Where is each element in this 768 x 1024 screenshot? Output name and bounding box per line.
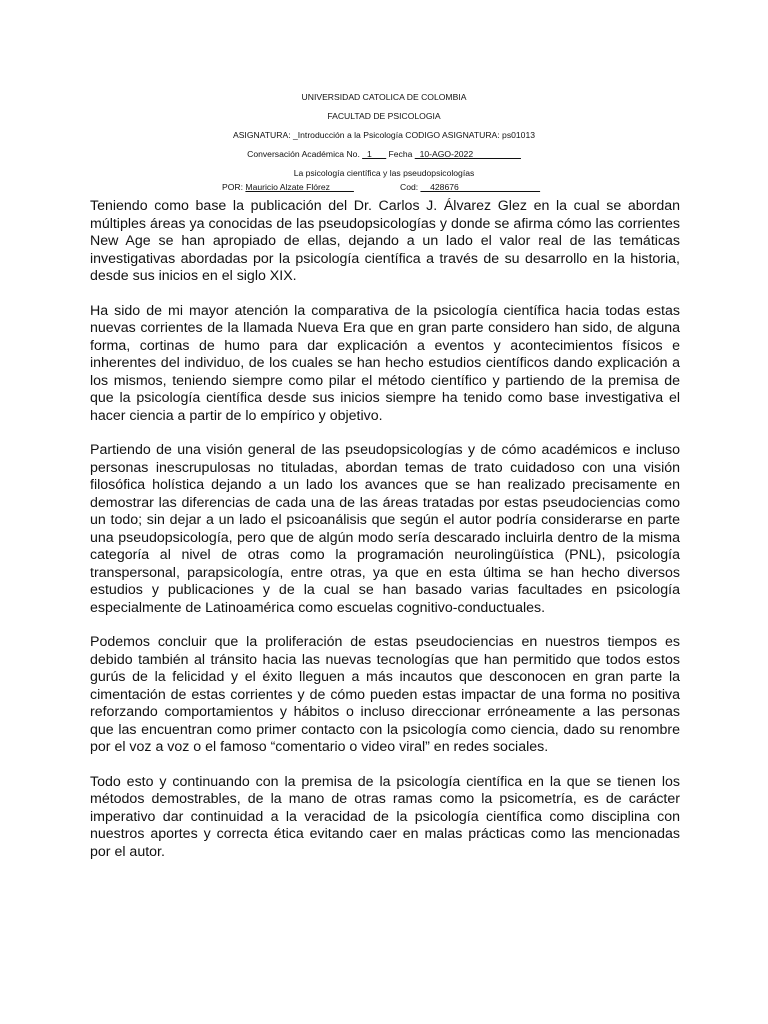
author-label: POR: <box>222 182 246 192</box>
paragraph: Ha sido de mi mayor atención la comparativa de la psicología científica hacia todas estas nuevas corrientes de la llamada Nueva Era que en gran parte considero han sido, de alguna forma, cortinas de humo para dar explicación a eventos y acontecimientos físicos e inherentes del individuo, de los cuales se han hecho estudios científicos dando explicación a los mismos, teniendo siempre como pilar el método científico y partiendo de la premisa de que la psicología científica desde sus inicios siempre ha tenido como base investigativa el hacer ciencia a partir de lo empírico y objetivo. <box>90 302 680 424</box>
subject-value: _Introducción a la Psicología <box>292 130 403 140</box>
paragraph: Todo esto y continuando con la premisa de la psicología científica en la que se tienen los métodos demostrables, de la mano de otras ramas como la psicometría, es de carácter imperativo dar continuidad a la veracidad de la psicología científica como disciplina con nuestros aportes y correcta ética evitando caer en malas prácticas como las mencionadas por el autor. <box>90 773 680 860</box>
code-label: Cod: <box>400 182 421 192</box>
conversation-line <box>0 145 768 164</box>
code-block <box>400 181 540 193</box>
document-body <box>90 198 680 878</box>
topic-title: La psicología científica y las pseudopsicologías <box>293 168 475 178</box>
paragraph: Partiendo de una visión general de las pseudopsicologías y de cómo académicos e incluso personas inescrupulosas no tituladas, abordan temas de trato cuidadoso con una visión filosófica holística dejando a un lado los avances que se han realizado precisamente en demostrar las diferencias de cada una de las áreas tratadas por estas pseudociencias como un todo; sin dejar a un lado el psicoanálisis que según el autor podría considerarse en parte una pseudopsicología, pero que de algún modo sería descarado incluirla dentro de la misma categoría al nivel de otras como la programación neurolingüística (PNL), psicología transpersonal, parapsicología, entre otras, ya que en esta última se han hecho diversos estudios y publicaciones y de la cual se han basado varias facultades en psicología especialmente de Latinoamérica como escuelas cognitivo-conductuales. <box>90 442 680 616</box>
subject-label: ASIGNATURA: <box>232 130 293 140</box>
subject-line <box>0 126 768 145</box>
code-value: __428676_________________ <box>420 182 541 192</box>
conversation-number: _1___ <box>362 149 387 159</box>
subject-code: CODIGO ASIGNATURA: ps01013 <box>402 130 536 140</box>
paragraph: Teniendo como base la publicación del Dr. Carlos J. Álvarez Glez en la cual se abordan múltiples áreas ya conocidas de las pseudopsicologías y donde se afirma cómo las corrientes New Age se han apropiado de ellas, dejando a un lado el valor real de las temáticas investigativas abordadas por la psicología científica a través de su desarrollo en la historia, desde sus inicios en el siglo XIX. <box>90 198 680 284</box>
university-name: UNIVERSIDAD CATOLICA DE COLOMBIA <box>301 92 467 102</box>
document-header <box>0 88 768 183</box>
faculty-name: FACULTAD DE PSICOLOGIA <box>327 111 441 121</box>
conversation-label: Conversación Académica No. <box>247 149 363 159</box>
paragraph: Podemos concluir que la proliferación de estas pseudociencias en nuestros tiempos es debido también al tránsito hacia las nuevas tecnologías que han permitido que todos estos gurús de la felicidad y el éxito lleguen a más incautos que desconocen en gran parte la cimentación de estas corrientes y de cómo pueden estas impactar de una forma no positiva reforzando comportamientos y hábitos o incluso direccionar erróneamente a las personas que las encuentran como primer contacto con la psicología como ciencia, dado su renombre por el voz a voz o el famoso “comentario o video viral” en redes sociales. <box>90 634 680 755</box>
date-value: _10-AGO-2022__________ <box>414 149 521 159</box>
author-block <box>222 181 354 193</box>
date-label: Fecha <box>386 149 415 159</box>
author-name: Mauricio Alzate Flórez_____ <box>245 182 354 192</box>
